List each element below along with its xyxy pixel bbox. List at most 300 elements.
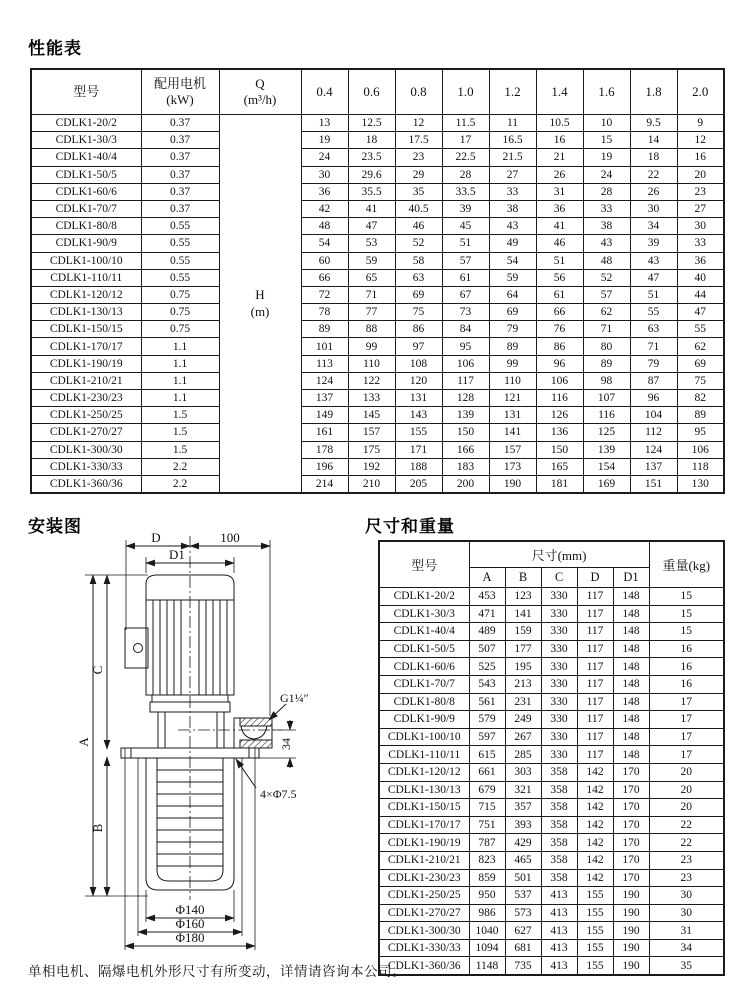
cell: 17 bbox=[442, 132, 489, 149]
cell: 54 bbox=[489, 252, 536, 269]
cell: 17 bbox=[649, 728, 724, 746]
cell: 106 bbox=[677, 441, 724, 458]
cell: 9.5 bbox=[630, 115, 677, 132]
cell: 573 bbox=[505, 904, 541, 922]
cell: 170 bbox=[613, 834, 649, 852]
cell: 126 bbox=[536, 407, 583, 424]
cell: CDLK1-250/25 bbox=[31, 407, 141, 424]
cell: 139 bbox=[583, 441, 630, 458]
cell: 69 bbox=[677, 355, 724, 372]
cell: 20 bbox=[677, 166, 724, 183]
flow-value-header: 1.6 bbox=[583, 69, 630, 115]
cell: CDLK1-250/25 bbox=[379, 887, 469, 905]
cell: 99 bbox=[348, 338, 395, 355]
cell: 471 bbox=[469, 605, 505, 623]
cell: CDLK1-40/4 bbox=[379, 623, 469, 641]
cell: 30 bbox=[649, 887, 724, 905]
performance-row bbox=[31, 321, 724, 338]
cell: 57 bbox=[583, 286, 630, 303]
cell: 71 bbox=[583, 321, 630, 338]
cell: 17 bbox=[649, 746, 724, 764]
cell: 986 bbox=[469, 904, 505, 922]
cell: 79 bbox=[630, 355, 677, 372]
cell: 507 bbox=[469, 640, 505, 658]
cell: 38 bbox=[489, 200, 536, 217]
cell: CDLK1-20/2 bbox=[379, 588, 469, 606]
cell: 0.75 bbox=[141, 286, 219, 303]
cell: 106 bbox=[536, 372, 583, 389]
cell: 121 bbox=[489, 390, 536, 407]
performance-row bbox=[31, 149, 724, 166]
cell: 190 bbox=[613, 939, 649, 957]
cell: CDLK1-270/27 bbox=[379, 904, 469, 922]
performance-row bbox=[31, 407, 724, 424]
cell: CDLK1-170/17 bbox=[379, 816, 469, 834]
dim-label-34: 34 bbox=[279, 738, 293, 750]
cell: 1.1 bbox=[141, 372, 219, 389]
cell: 112 bbox=[630, 424, 677, 441]
cell: 110 bbox=[489, 372, 536, 389]
cell: 141 bbox=[489, 424, 536, 441]
cell: 26 bbox=[630, 183, 677, 200]
cell: 24 bbox=[301, 149, 348, 166]
cell: 195 bbox=[505, 658, 541, 676]
cell: 125 bbox=[583, 424, 630, 441]
cell: 72 bbox=[301, 286, 348, 303]
cell: 139 bbox=[442, 407, 489, 424]
dimension-row bbox=[379, 816, 724, 834]
cell: 116 bbox=[536, 390, 583, 407]
performance-row bbox=[31, 338, 724, 355]
cell: 413 bbox=[541, 904, 577, 922]
cell: 11.5 bbox=[442, 115, 489, 132]
cell: 86 bbox=[536, 338, 583, 355]
cell: CDLK1-90/9 bbox=[379, 711, 469, 729]
cell: CDLK1-190/19 bbox=[31, 355, 141, 372]
cell: 71 bbox=[630, 338, 677, 355]
cell: 142 bbox=[577, 851, 613, 869]
cell: 190 bbox=[613, 904, 649, 922]
cell: 52 bbox=[395, 235, 442, 252]
cell: 34 bbox=[630, 218, 677, 235]
cell: 27 bbox=[677, 200, 724, 217]
cell: 16 bbox=[649, 675, 724, 693]
cell: 65 bbox=[348, 269, 395, 286]
cell: 330 bbox=[541, 746, 577, 764]
cell: 47 bbox=[677, 304, 724, 321]
cell: 40.5 bbox=[395, 200, 442, 217]
performance-row bbox=[31, 235, 724, 252]
cell: 33 bbox=[677, 235, 724, 252]
cell: 285 bbox=[505, 746, 541, 764]
cell: 161 bbox=[301, 424, 348, 441]
dimension-row bbox=[379, 728, 724, 746]
cell: 35.5 bbox=[348, 183, 395, 200]
cell: CDLK1-70/7 bbox=[379, 675, 469, 693]
cell: 142 bbox=[577, 816, 613, 834]
size-column-header: B bbox=[505, 568, 541, 588]
cell: 30 bbox=[677, 218, 724, 235]
cell: 16.5 bbox=[489, 132, 536, 149]
cell: 150 bbox=[442, 424, 489, 441]
cell: 40 bbox=[677, 269, 724, 286]
cell: 177 bbox=[505, 640, 541, 658]
cell: 120 bbox=[395, 372, 442, 389]
cell: 59 bbox=[348, 252, 395, 269]
cell: 661 bbox=[469, 763, 505, 781]
performance-row bbox=[31, 424, 724, 441]
cell: 330 bbox=[541, 605, 577, 623]
cell: 30 bbox=[630, 200, 677, 217]
cell: 1.1 bbox=[141, 390, 219, 407]
performance-row bbox=[31, 200, 724, 217]
cell: CDLK1-80/8 bbox=[31, 218, 141, 235]
cell: CDLK1-20/2 bbox=[31, 115, 141, 132]
flow-column-header: Q (m³/h) bbox=[219, 69, 301, 115]
cell: 51 bbox=[442, 235, 489, 252]
cell: 151 bbox=[630, 475, 677, 493]
cell: 0.55 bbox=[141, 235, 219, 252]
dimension-row bbox=[379, 799, 724, 817]
cell: 88 bbox=[348, 321, 395, 338]
cell: 1.1 bbox=[141, 338, 219, 355]
cell: CDLK1-360/36 bbox=[379, 957, 469, 975]
dimension-row bbox=[379, 834, 724, 852]
cell: 21.5 bbox=[489, 149, 536, 166]
cell: CDLK1-90/9 bbox=[31, 235, 141, 252]
cell: CDLK1-50/5 bbox=[31, 166, 141, 183]
cell: 170 bbox=[613, 816, 649, 834]
cell: 0.37 bbox=[141, 200, 219, 217]
cell: CDLK1-230/23 bbox=[31, 390, 141, 407]
flow-value-header: 2.0 bbox=[677, 69, 724, 115]
cell: 48 bbox=[583, 252, 630, 269]
cell: 142 bbox=[577, 781, 613, 799]
cell: 181 bbox=[536, 475, 583, 493]
cell: 16 bbox=[649, 658, 724, 676]
cell: 84 bbox=[442, 321, 489, 338]
cell: 213 bbox=[505, 675, 541, 693]
cell: 69 bbox=[395, 286, 442, 303]
cell: 0.75 bbox=[141, 304, 219, 321]
cell: 117 bbox=[577, 693, 613, 711]
dimension-row bbox=[379, 939, 724, 957]
dimension-header-row-1 bbox=[379, 541, 724, 568]
cell: 543 bbox=[469, 675, 505, 693]
cell: 154 bbox=[583, 458, 630, 475]
cell: 330 bbox=[541, 623, 577, 641]
performance-row bbox=[31, 115, 724, 132]
cell: 33 bbox=[489, 183, 536, 200]
cell: 63 bbox=[630, 321, 677, 338]
cell: 267 bbox=[505, 728, 541, 746]
cell: 171 bbox=[395, 441, 442, 458]
cell: 214 bbox=[301, 475, 348, 493]
cell: 1.1 bbox=[141, 355, 219, 372]
cell: 78 bbox=[301, 304, 348, 321]
cell: CDLK1-30/3 bbox=[31, 132, 141, 149]
cell: 330 bbox=[541, 728, 577, 746]
cell: CDLK1-190/19 bbox=[379, 834, 469, 852]
performance-row bbox=[31, 269, 724, 286]
dimension-table bbox=[378, 540, 725, 976]
cell: 96 bbox=[630, 390, 677, 407]
cell: 715 bbox=[469, 799, 505, 817]
performance-row bbox=[31, 390, 724, 407]
cell: CDLK1-330/33 bbox=[31, 458, 141, 475]
cell: 95 bbox=[442, 338, 489, 355]
cell: 357 bbox=[505, 799, 541, 817]
cell: 54 bbox=[301, 235, 348, 252]
cell: 23 bbox=[649, 851, 724, 869]
cell: 22 bbox=[630, 166, 677, 183]
cell: 735 bbox=[505, 957, 541, 975]
cell: 101 bbox=[301, 338, 348, 355]
performance-row bbox=[31, 304, 724, 321]
cell: 155 bbox=[577, 957, 613, 975]
cell: CDLK1-360/36 bbox=[31, 475, 141, 493]
cell: 178 bbox=[301, 441, 348, 458]
cell: 413 bbox=[541, 939, 577, 957]
cell: CDLK1-60/6 bbox=[379, 658, 469, 676]
size-column-header: D1 bbox=[613, 568, 649, 588]
cell: 64 bbox=[489, 286, 536, 303]
dimension-row bbox=[379, 851, 724, 869]
cell: 96 bbox=[536, 355, 583, 372]
dim-label-b: B bbox=[90, 823, 105, 833]
cell: 1040 bbox=[469, 922, 505, 940]
dimension-row bbox=[379, 781, 724, 799]
cell: 19 bbox=[583, 149, 630, 166]
flow-value-header: 0.4 bbox=[301, 69, 348, 115]
cell: 155 bbox=[577, 887, 613, 905]
cell: 2.2 bbox=[141, 458, 219, 475]
cell: 86 bbox=[395, 321, 442, 338]
cell: 62 bbox=[583, 304, 630, 321]
cell: 358 bbox=[541, 869, 577, 887]
cell: 169 bbox=[583, 475, 630, 493]
cell: 45 bbox=[442, 218, 489, 235]
cell: CDLK1-70/7 bbox=[31, 200, 141, 217]
cell: 89 bbox=[489, 338, 536, 355]
dimension-row bbox=[379, 869, 724, 887]
cell: 58 bbox=[395, 252, 442, 269]
cell: 117 bbox=[577, 746, 613, 764]
cell: 73 bbox=[442, 304, 489, 321]
cell: 823 bbox=[469, 851, 505, 869]
cell: 13 bbox=[301, 115, 348, 132]
cell: 117 bbox=[577, 588, 613, 606]
dimension-row bbox=[379, 640, 724, 658]
cell: 117 bbox=[577, 623, 613, 641]
cell: 413 bbox=[541, 957, 577, 975]
dimension-row bbox=[379, 746, 724, 764]
performance-row bbox=[31, 355, 724, 372]
cell: 615 bbox=[469, 746, 505, 764]
cell: 43 bbox=[630, 252, 677, 269]
cell: 155 bbox=[577, 904, 613, 922]
cell: 41 bbox=[348, 200, 395, 217]
cell: 47 bbox=[348, 218, 395, 235]
cell: 155 bbox=[577, 939, 613, 957]
cell: 142 bbox=[577, 799, 613, 817]
cell: 30 bbox=[649, 904, 724, 922]
performance-row bbox=[31, 252, 724, 269]
cell: 157 bbox=[489, 441, 536, 458]
cell: 196 bbox=[301, 458, 348, 475]
weight-column-header: 重量(kg) bbox=[649, 541, 724, 588]
flow-value-header: 1.4 bbox=[536, 69, 583, 115]
performance-section-title: 性能表 bbox=[28, 39, 82, 59]
cell: 131 bbox=[489, 407, 536, 424]
cell: 133 bbox=[348, 390, 395, 407]
cell: 627 bbox=[505, 922, 541, 940]
cell: 170 bbox=[613, 763, 649, 781]
cell: 29.6 bbox=[348, 166, 395, 183]
cell: 20 bbox=[649, 799, 724, 817]
cell: 170 bbox=[613, 799, 649, 817]
cell: 10 bbox=[583, 115, 630, 132]
dim-label-a: A bbox=[76, 737, 91, 747]
cell: 104 bbox=[630, 407, 677, 424]
performance-row bbox=[31, 372, 724, 389]
cell: 17.5 bbox=[395, 132, 442, 149]
flow-value-header: 1.8 bbox=[630, 69, 677, 115]
cell: 89 bbox=[301, 321, 348, 338]
cell: CDLK1-150/15 bbox=[379, 799, 469, 817]
cell: 149 bbox=[301, 407, 348, 424]
cell: 16 bbox=[677, 149, 724, 166]
dimension-row bbox=[379, 711, 724, 729]
cell: 681 bbox=[505, 939, 541, 957]
cell: CDLK1-110/11 bbox=[379, 746, 469, 764]
cell: 31 bbox=[536, 183, 583, 200]
cell: 0.55 bbox=[141, 269, 219, 286]
cell: 36 bbox=[301, 183, 348, 200]
cell: 99 bbox=[489, 355, 536, 372]
dimension-row bbox=[379, 957, 724, 975]
cell: 148 bbox=[613, 728, 649, 746]
dimension-row bbox=[379, 658, 724, 676]
cell: 113 bbox=[301, 355, 348, 372]
cell: 49 bbox=[489, 235, 536, 252]
cell: 190 bbox=[613, 957, 649, 975]
cell: 57 bbox=[442, 252, 489, 269]
installation-diagram bbox=[28, 528, 338, 960]
cell: 12 bbox=[677, 132, 724, 149]
cell: 46 bbox=[395, 218, 442, 235]
cell: 330 bbox=[541, 640, 577, 658]
cell: 66 bbox=[536, 304, 583, 321]
cell: 358 bbox=[541, 851, 577, 869]
performance-row bbox=[31, 441, 724, 458]
cell: 117 bbox=[442, 372, 489, 389]
cell: CDLK1-100/10 bbox=[379, 728, 469, 746]
cell: 501 bbox=[505, 869, 541, 887]
cell: CDLK1-210/21 bbox=[31, 372, 141, 389]
cell: 10.5 bbox=[536, 115, 583, 132]
cell: 0.37 bbox=[141, 149, 219, 166]
dim-label-c: C bbox=[90, 665, 105, 675]
cell: 142 bbox=[577, 869, 613, 887]
cell: 15 bbox=[649, 588, 724, 606]
cell: CDLK1-210/21 bbox=[379, 851, 469, 869]
cell: 1.5 bbox=[141, 424, 219, 441]
cell: 679 bbox=[469, 781, 505, 799]
cell: 51 bbox=[630, 286, 677, 303]
dimension-row bbox=[379, 763, 724, 781]
dim-label-phi140: Φ140 bbox=[175, 902, 205, 917]
flow-value-header: 0.6 bbox=[348, 69, 395, 115]
cell: 52 bbox=[583, 269, 630, 286]
cell: 137 bbox=[301, 390, 348, 407]
model-column-header: 型号 bbox=[31, 69, 141, 115]
cell: 55 bbox=[677, 321, 724, 338]
performance-header-row bbox=[31, 69, 724, 115]
cell: 249 bbox=[505, 711, 541, 729]
cell: 561 bbox=[469, 693, 505, 711]
cell: 130 bbox=[677, 475, 724, 493]
cell: 148 bbox=[613, 693, 649, 711]
cell: CDLK1-300/30 bbox=[31, 441, 141, 458]
cell: 358 bbox=[541, 834, 577, 852]
cell: 192 bbox=[348, 458, 395, 475]
cell: 321 bbox=[505, 781, 541, 799]
cell: CDLK1-120/12 bbox=[31, 286, 141, 303]
performance-row bbox=[31, 286, 724, 303]
cell: 98 bbox=[583, 372, 630, 389]
cell: 157 bbox=[348, 424, 395, 441]
cell: 21 bbox=[536, 149, 583, 166]
cell: 2.2 bbox=[141, 475, 219, 493]
performance-row bbox=[31, 458, 724, 475]
cell: 47 bbox=[630, 269, 677, 286]
flow-value-header: 0.8 bbox=[395, 69, 442, 115]
cell: 23.5 bbox=[348, 149, 395, 166]
cell: 143 bbox=[395, 407, 442, 424]
cell: 26 bbox=[536, 166, 583, 183]
cell: 30 bbox=[301, 166, 348, 183]
cell: 128 bbox=[442, 390, 489, 407]
head-unit-cell: H (m) bbox=[219, 115, 301, 494]
cell: 44 bbox=[677, 286, 724, 303]
diagram-linework bbox=[85, 536, 296, 950]
cell: 71 bbox=[348, 286, 395, 303]
cell: 0.37 bbox=[141, 183, 219, 200]
performance-row bbox=[31, 475, 724, 493]
dimension-row bbox=[379, 588, 724, 606]
cell: 95 bbox=[677, 424, 724, 441]
cell: 330 bbox=[541, 675, 577, 693]
cell: 136 bbox=[536, 424, 583, 441]
cell: 14 bbox=[630, 132, 677, 149]
cell: 142 bbox=[577, 834, 613, 852]
dimension-row bbox=[379, 675, 724, 693]
cell: 117 bbox=[577, 605, 613, 623]
cell: 89 bbox=[583, 355, 630, 372]
cell: CDLK1-300/30 bbox=[379, 922, 469, 940]
cell: 190 bbox=[613, 922, 649, 940]
dimension-row bbox=[379, 693, 724, 711]
holes-label: 4×Φ7.5 bbox=[260, 787, 297, 801]
cell: 413 bbox=[541, 922, 577, 940]
cell: 170 bbox=[613, 781, 649, 799]
cell: 188 bbox=[395, 458, 442, 475]
cell: 12.5 bbox=[348, 115, 395, 132]
dim-label-phi160: Φ160 bbox=[175, 916, 205, 931]
cell: 108 bbox=[395, 355, 442, 372]
cell: 175 bbox=[348, 441, 395, 458]
